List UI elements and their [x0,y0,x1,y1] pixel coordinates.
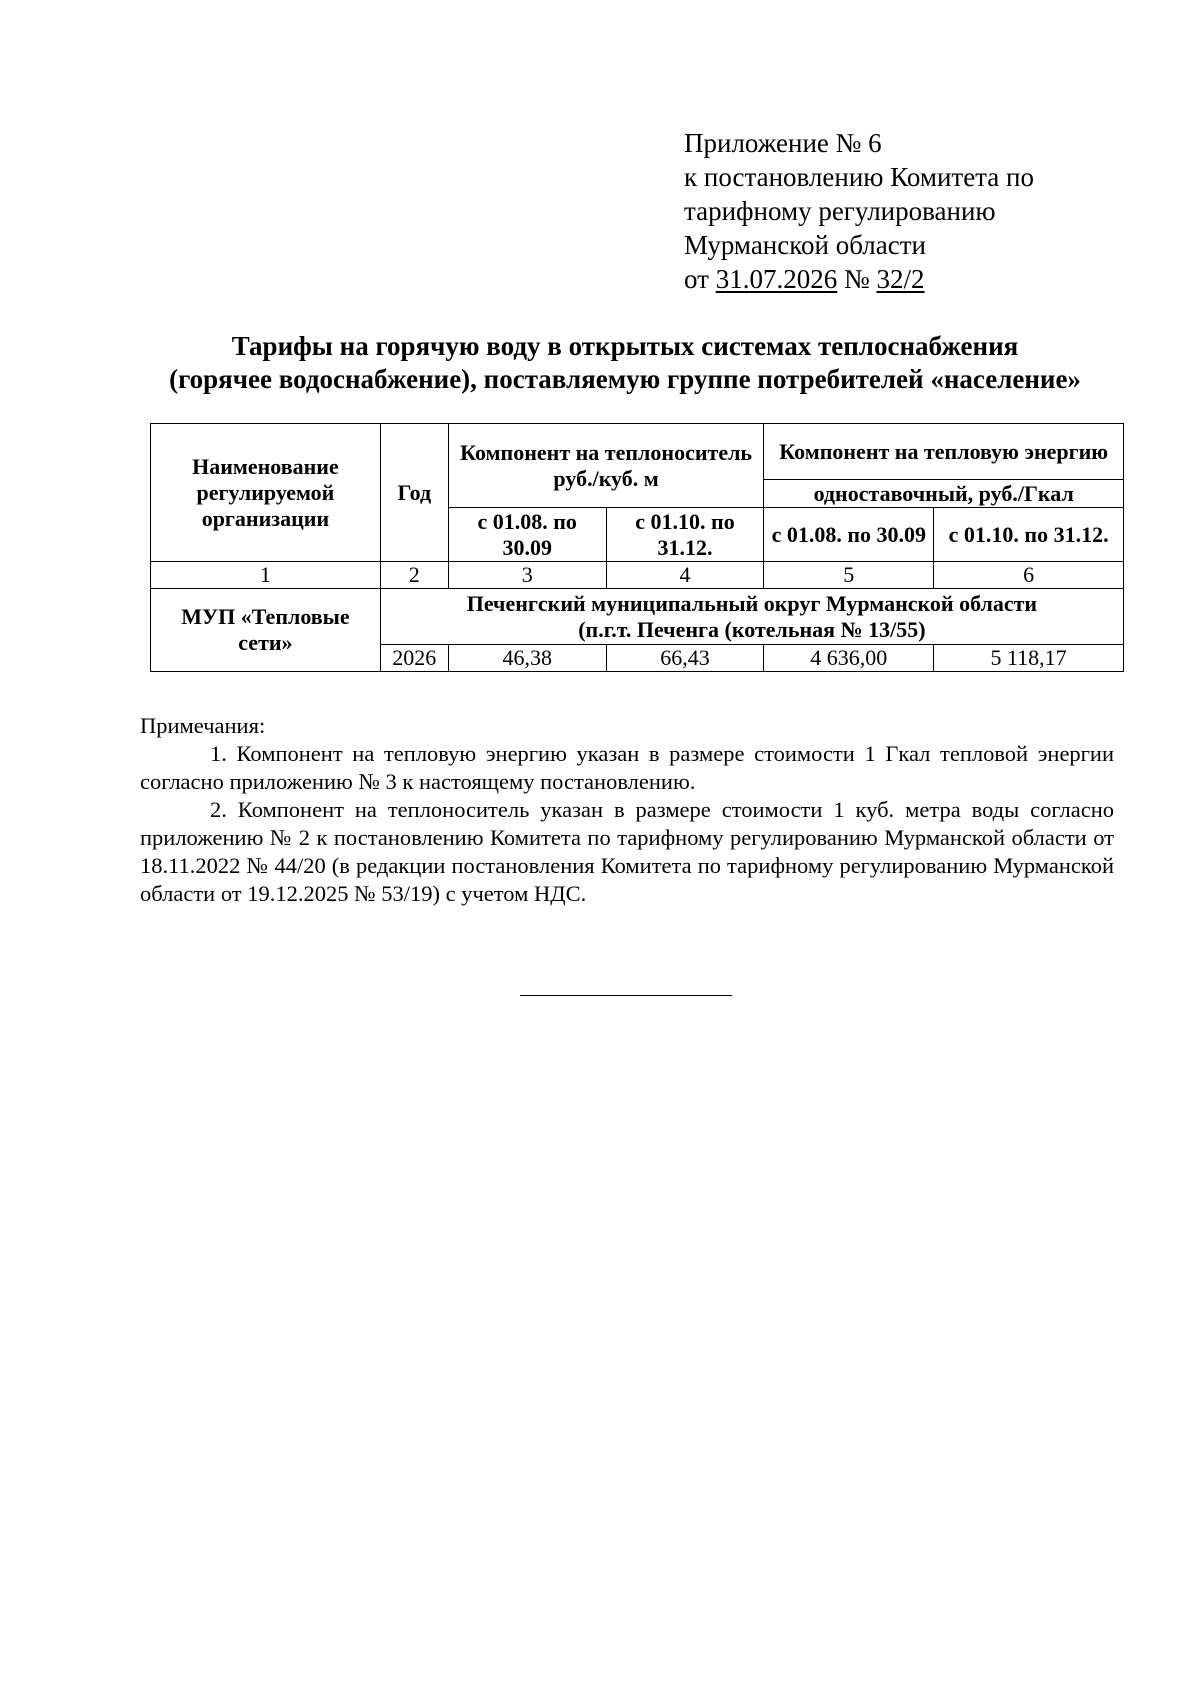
carrier-period-2-value: 66,43 [606,645,764,672]
header-period-3: с 01.08. по 30.09 [764,508,934,562]
region-cell [380,589,1123,645]
region-line-2: (п.г.т. Печенга (котельная № 13/55) [578,616,926,642]
region-line-1: Печенгский муниципальный округ Мурманской области [466,590,1038,616]
col-number-1: 1 [151,562,381,589]
header-period-4: с 01.10. по 31.12. [934,508,1124,562]
title-line-2: (горячее водоснабжение), поставляемую группе потребителей «население» [169,364,1081,394]
notes-section [140,712,1114,908]
note-item-2: 2. Компонент на теплоноситель указан в размере стоимости 1 куб. метра воды согласно приложению № 2 к постановлению Комитета по тарифному регулированию Мурманской области от 18.11.2022 № 44/20 (в редакции постановления Комитета по тарифному регулированию Мурманской области от 19.12.2025 № 53/19) с учетом НДС. [140,797,1114,906]
date-prefix: от [684,264,716,294]
appendix-line-1: Приложение № 6 [684,128,882,158]
col-number-6: 6 [934,562,1124,589]
appendix-line-2: к постановлению Комитета по [684,162,1034,192]
appendix-line-3: тарифному регулированию [684,196,996,226]
closing-divider [520,995,732,996]
appendix-date-line [684,262,1034,296]
col-number-5: 5 [764,562,934,589]
header-period-2: с 01.10. по 31.12. [606,508,764,562]
col-number-3: 3 [448,562,606,589]
row-year: 2026 [380,645,448,672]
header-energy-unit: одноставочный, руб./Гкал [764,480,1124,508]
col-number-4: 4 [606,562,764,589]
energy-period-2-value: 5 118,17 [934,645,1124,672]
header-carrier: Компонент на теплоноситель руб./куб. м [448,424,764,508]
energy-period-1-value: 4 636,00 [764,645,934,672]
column-number-row [151,562,1124,589]
org-name: МУП «Тепловые сети» [151,589,381,672]
header-energy: Компонент на тепловую энергию [764,424,1124,480]
appendix-line-4: Мурманской области [684,230,926,260]
notes-heading: Примечания: [140,713,266,738]
carrier-period-1-value: 46,38 [448,645,606,672]
document-date: 31.07.2026 [715,264,838,294]
header-period-1: с 01.08. по 30.09 [448,508,606,562]
number-prefix: № [837,264,877,294]
appendix-header [684,126,1034,296]
col-number-2: 2 [380,562,448,589]
document-title [120,330,1130,396]
header-org: Наименование регулируемой организации [151,424,381,562]
note-item-1: 1. Компонент на тепловую энергию указан в размере стоимости 1 Гкал тепловой энергии согласно приложению № 3 к настоящему постановлению. [140,741,1114,794]
title-line-1: Тарифы на горячую воду в открытых системах теплоснабжения [231,331,1019,361]
document-number: 32/2 [876,264,925,294]
tariff-table [150,423,1124,672]
header-year: Год [380,424,448,562]
